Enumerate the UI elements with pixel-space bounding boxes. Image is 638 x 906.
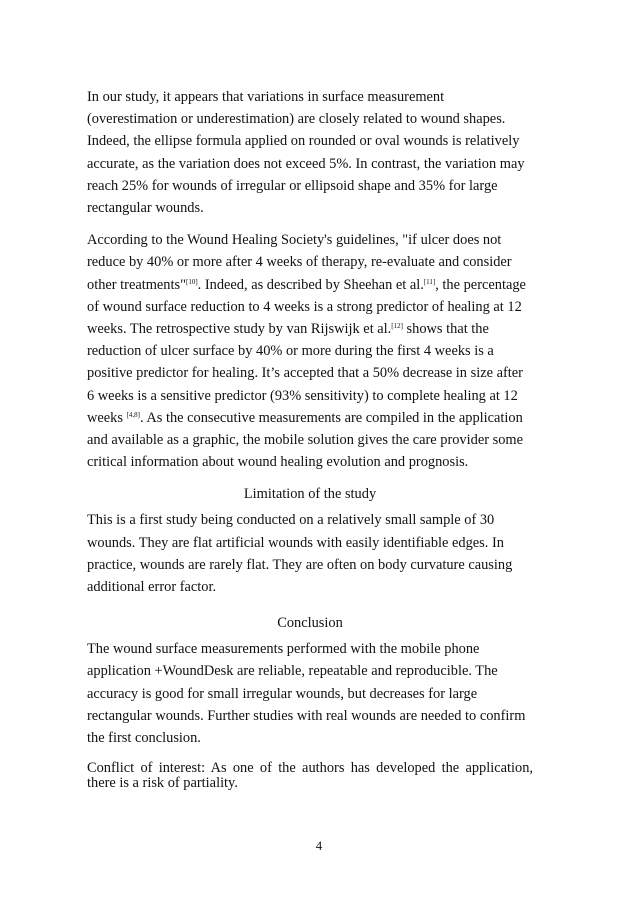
- paragraph-healing-guidelines: [87, 229, 533, 473]
- section-heading-conclusion: Conclusion: [277, 615, 343, 632]
- text-segment: shows that the reduction of ulcer surface by 40% or more during the first 4 weeks is a positive predictor for healing. It’s accepted that a 50% decrease in size after 6 weeks is a sensitive predictor (93% sensitivity) to complete healing at 12 weeks: [87, 321, 523, 426]
- text-segment: . As the consecutive measurements are compiled in the application and available as a graphic, the mobile solution gives the care provider some critical information about wound healing evolution and prognosis.: [87, 409, 523, 471]
- section-heading-limitation: Limitation of the study: [243, 486, 377, 503]
- page-number: 4: [315, 839, 323, 853]
- citation-4-8: [4,8]: [126, 410, 140, 419]
- paragraph-limitation: This is a first study being conducted on a relatively small sample of 30 wounds. They are flat artificial wounds with easily identifiable edges. In practice, wounds are rarely flat. They are often on body curvature causing additional error factor.: [87, 512, 513, 596]
- paragraph-conflict-of-interest: Conflict of interest: As one of the authors has developed the application, there is a risk of partiality.: [87, 760, 533, 792]
- paragraph-wound-shape-variation: In our study, it appears that variations in surface measurement (overestimation or underestimation) are closely related to wound shapes. Indeed, the ellipse formula applied on rounded or oval wounds is relatively accurate, as the variation does not exceed 5%. In contrast, the variation may reach 25% for wounds of irregular or ellipsoid shape and 35% for large rectangular wounds.: [87, 89, 525, 217]
- page-body: [87, 86, 533, 791]
- citation-12: [12]: [391, 322, 403, 331]
- citation-11: [11]: [423, 277, 436, 286]
- text-segment: , the percentage of wound surface reduction to 4 weeks is a strong predictor of healing at 12 weeks. The retrospective study by van Rijswijk et al.: [87, 276, 526, 338]
- text-segment: . Indeed, as described by Sheehan et al.: [197, 276, 424, 293]
- paragraph-conclusion: The wound surface measurements performed with the mobile phone application +WoundDesk are reliable, repeatable and reproducible. The accuracy is good for small irregular wounds, but decreases for large rectangular wounds. Further studies with real wounds are needed to confirm the first conclusion.: [87, 641, 526, 747]
- citation-10: [10]: [185, 277, 198, 286]
- text-segment: According to the Wound Healing Society's guidelines, "if ulcer does not reduce by 40% or more after 4 weeks of therapy, re-evaluate and consider other treatments": [87, 232, 512, 293]
